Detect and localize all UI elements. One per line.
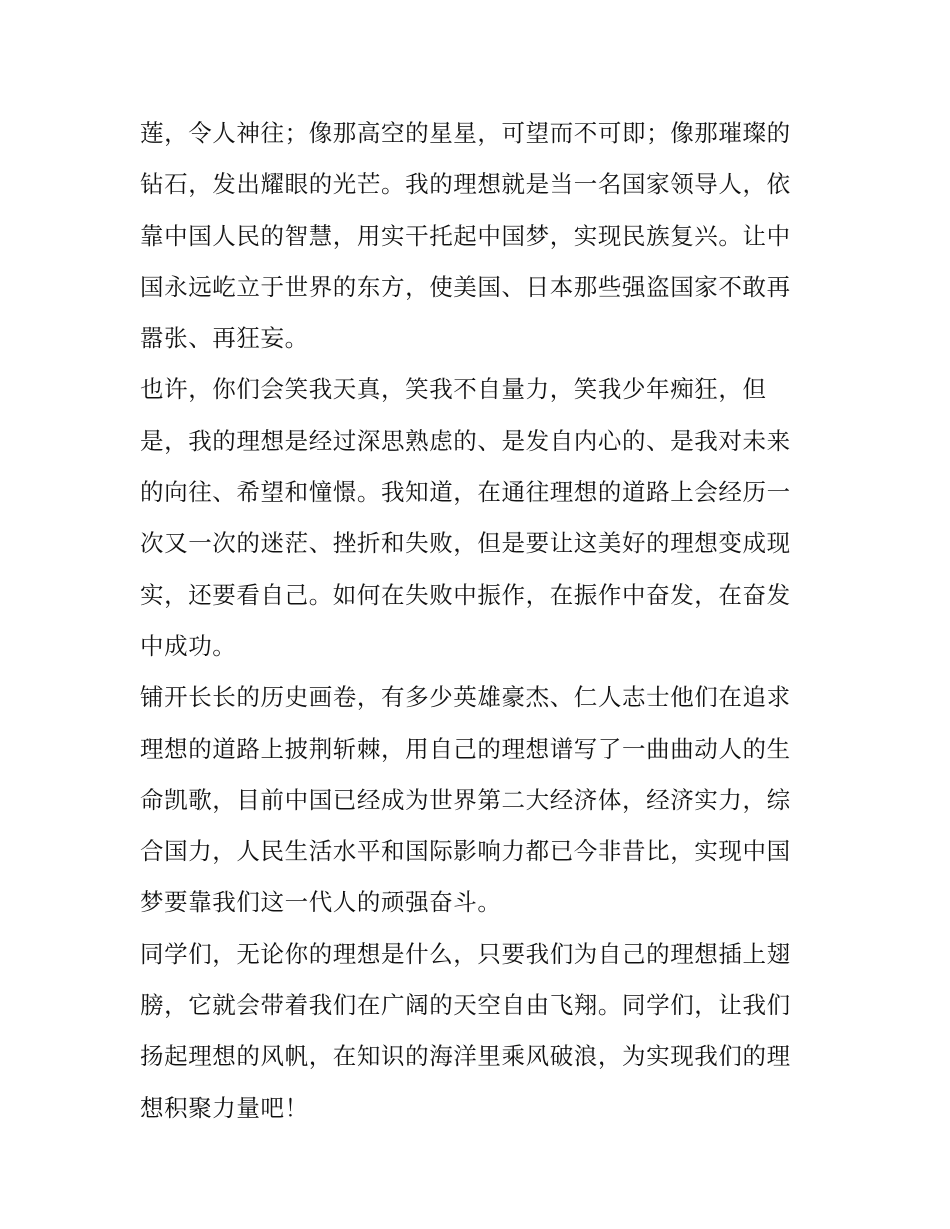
paragraph (140, 364, 830, 672)
paragraph (140, 108, 830, 364)
text-line: 靠中国人民的智慧，用实干托起中国梦，实现民族复兴。让中 (140, 221, 791, 250)
text-line: 是，我的理想是经过深思熟虑的、是发自内心的、是我对未来 (140, 426, 791, 455)
text-line: 嚣张、再狂妄。 (140, 324, 309, 353)
paragraph (140, 929, 830, 1134)
text-line: 次又一次的迷茫、挫折和失败，但是要让这美好的理想变成现 (140, 529, 791, 558)
text-line: 国永远屹立于世界的东方，使美国、日本那些强盗国家不敢再 (140, 272, 791, 301)
document-body (140, 108, 830, 1134)
text-line: 同学们，无论你的理想是什么，只要我们为自己的理想插上翅 (140, 939, 791, 968)
text-line: 的向往、希望和憧憬。我知道，在通往理想的道路上会经历一 (140, 478, 791, 507)
text-line: 钻石，发出耀眼的光芒。我的理想就是当一名国家领导人，依 (140, 170, 791, 199)
text-line: 扬起理想的风帆，在知识的海洋里乘风破浪，为实现我们的理 (140, 1042, 791, 1071)
text-line: 命凯歌，目前中国已经成为世界第二大经济体，经济实力，综 (140, 785, 791, 814)
text-line: 莲，令人神往；像那高空的星星，可望而不可即；像那璀璨的 (140, 119, 791, 147)
text-line: 合国力，人民生活水平和国际影响力都已今非昔比，实现中国 (140, 837, 791, 866)
text-line: 铺开长长的历史画卷，有多少英雄豪杰、仁人志士他们在追求 (140, 683, 791, 712)
text-line: 实，还要看自己。如何在失败中振作，在振作中奋发，在奋发 (140, 580, 791, 609)
text-line: 理想的道路上披荆斩棘，用自己的理想谱写了一曲曲动人的生 (140, 734, 791, 763)
text-line: 梦要靠我们这一代人的顽强奋斗。 (140, 888, 502, 917)
paragraph (140, 672, 830, 928)
text-line: 中成功。 (140, 631, 237, 660)
text-line: 也许，你们会笑我天真，笑我不自量力，笑我少年痴狂，但 (140, 375, 767, 404)
text-line: 膀，它就会带着我们在广阔的天空自由飞翔。同学们，让我们 (140, 991, 791, 1020)
text-line: 想积聚力量吧！ (140, 1093, 309, 1122)
